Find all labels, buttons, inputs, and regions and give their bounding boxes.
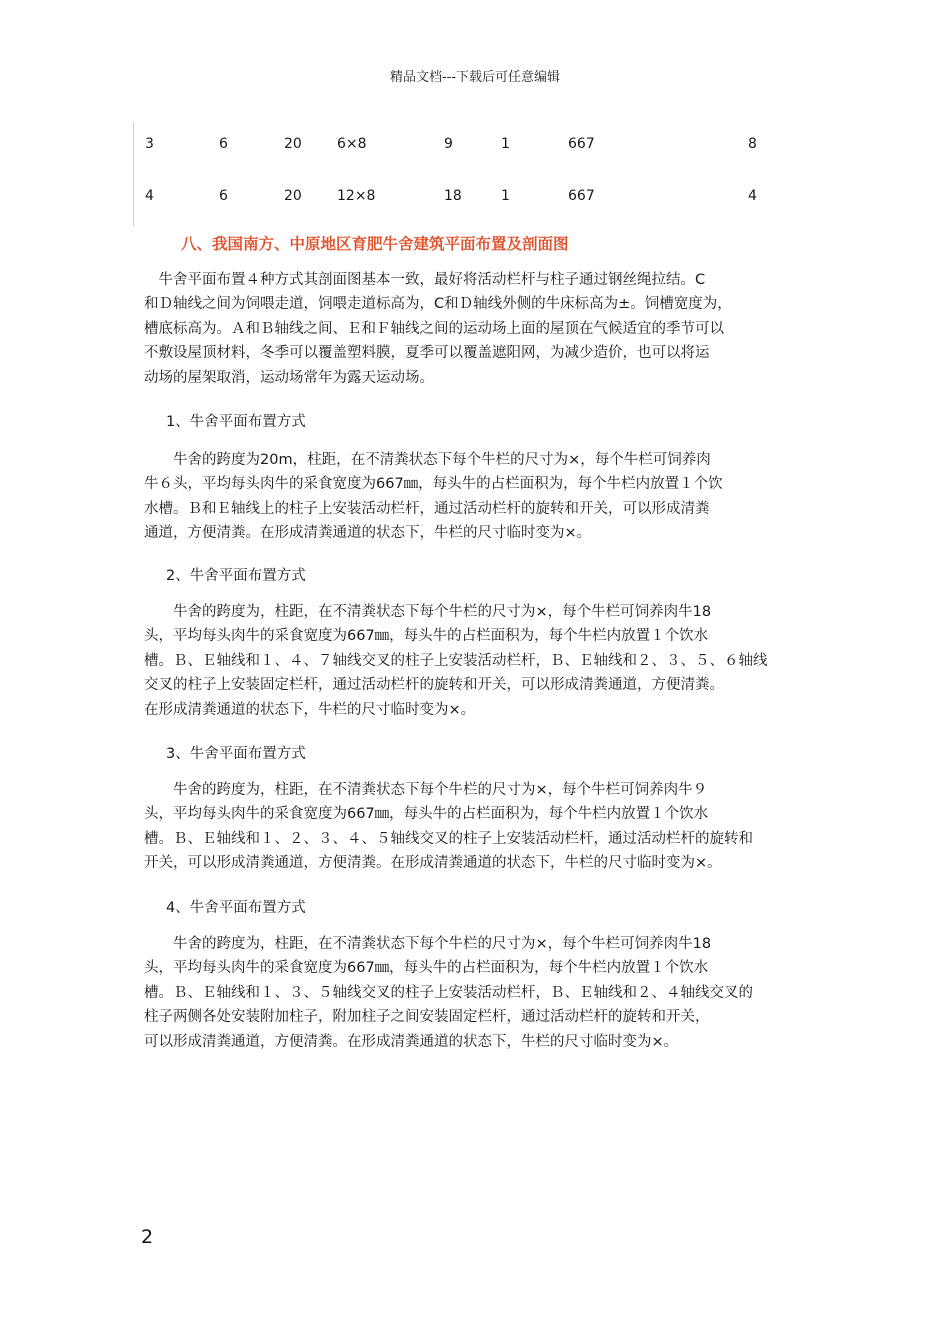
table-cell: 20 (284, 188, 302, 204)
table-row (134, 188, 814, 208)
subsection-paragraph: 牛舍的跨度为，柱距，在不清粪状态下每个牛栏的尺寸为×，每个牛栏可饲养肉牛18 头，平均每头肉牛的采食宽度为667㎜，每头牛的占栏面积为，每个牛栏内放置１个饮水 槽。Ｂ、Ｅ轴线和１、３、５轴线交叉的柱子上安装活动栏杆，Ｂ、Ｅ轴线和２、４轴线交叉的 柱子两侧各处安装附加柱子，附加柱子之间安装固定栏杆，通过活动栏杆的旋转和开关， 可以形成清粪通道，方便清粪。在形成清粪通道的状态下，牛栏的尺寸临时变为×。 (144, 936, 753, 1050)
subsection-heading: 3、牛舍平面布置方式 (166, 746, 306, 762)
subsection-heading: 4、牛舍平面布置方式 (166, 900, 306, 916)
table-cell: 6 (219, 136, 228, 152)
subsection-paragraph: 牛舍的跨度为，柱距，在不清粪状态下每个牛栏的尺寸为×，每个牛栏可饲养肉牛18 头，平均每头肉牛的采食宽度为667㎜，每头牛的占栏面积为，每个牛栏内放置１个饮水 槽。Ｂ、Ｅ轴线和１、４、７轴线交叉的柱子上安装活动栏杆，Ｂ、Ｅ轴线和２、３、５、６轴线 交叉的柱子上安装固定栏杆，通过活动栏杆的旋转和开关，可以形成清粪通道，方便清粪。 在形成清粪通道的状态下，牛栏的尺寸临时变为×。 (144, 604, 768, 718)
table-cell: 667 (568, 188, 595, 204)
table-cell: 3 (145, 136, 154, 152)
table-cell: 9 (444, 136, 453, 152)
intro-paragraph: 牛舍平面布置４种方式其剖面图基本一致，最好将活动栏杆与柱子通过钢丝绳拉结。C 和Ｄ轴线之间为饲喂走道，饲喂走道标高为，C和Ｄ轴线外侧的牛床标高为±。饲槽宽度为， 槽底标高为。Ａ和Ｂ轴线之间、Ｅ和Ｆ轴线之间的运动场上面的屋顶在气候适宜的季节可以 不敷设屋顶材料，冬季可以覆盖塑料膜，夏季可以覆盖遮阳网，为减少造价，也可以将运 动场的屋架取消，运动场常年为露天运动场。 (144, 272, 732, 386)
section-title: 八、我国南方、中原地区育肥牛舍建筑平面布置及剖面图 (181, 235, 569, 253)
data-table (133, 122, 814, 226)
table-cell: 20 (284, 136, 302, 152)
table-cell: 6×8 (337, 136, 367, 152)
table-row (134, 136, 814, 156)
table-cell: 1 (501, 188, 510, 204)
subsection-paragraph: 牛舍的跨度为，柱距，在不清粪状态下每个牛栏的尺寸为×，每个牛栏可饲养肉牛９ 头，平均每头肉牛的采食宽度为667㎜，每头牛的占栏面积为，每个牛栏内放置１个饮水 槽。Ｂ、Ｅ轴线和１、２、３、４、５轴线交叉的柱子上安装活动栏杆，通过活动栏杆的旋转和 开关，可以形成清粪通道，方便清粪。在形成清粪通道的状态下，牛栏的尺寸临时变为×。 (144, 782, 753, 872)
table-cell: 8 (748, 136, 757, 152)
table-cell: 6 (219, 188, 228, 204)
table-cell: 4 (145, 188, 154, 204)
page-number: 2 (141, 1226, 154, 1248)
page-header: 精品文档---下载后可任意编辑 (389, 70, 561, 85)
table-cell: 1 (501, 136, 510, 152)
table-cell: 667 (568, 136, 595, 152)
table-cell: 18 (444, 188, 462, 204)
subsection-heading: 2、牛舍平面布置方式 (166, 568, 306, 584)
subsection-paragraph: 牛舍的跨度为20m，柱距，在不清粪状态下每个牛栏的尺寸为×，每个牛栏可饲养肉 牛６头，平均每头肉牛的采食宽度为667㎜，每头牛的占栏面积为，每个牛栏内放置１个饮 水槽。Ｂ和Ｅ轴线上的柱子上安装活动栏杆，通过活动栏杆的旋转和开关，可以形成清粪 通道，方便清粪。在形成清粪通道的状态下，牛栏的尺寸临时变为×。 (144, 452, 723, 542)
table-cell: 12×8 (337, 188, 376, 204)
subsection-heading: 1、牛舍平面布置方式 (166, 414, 306, 430)
table-cell: 4 (748, 188, 757, 204)
